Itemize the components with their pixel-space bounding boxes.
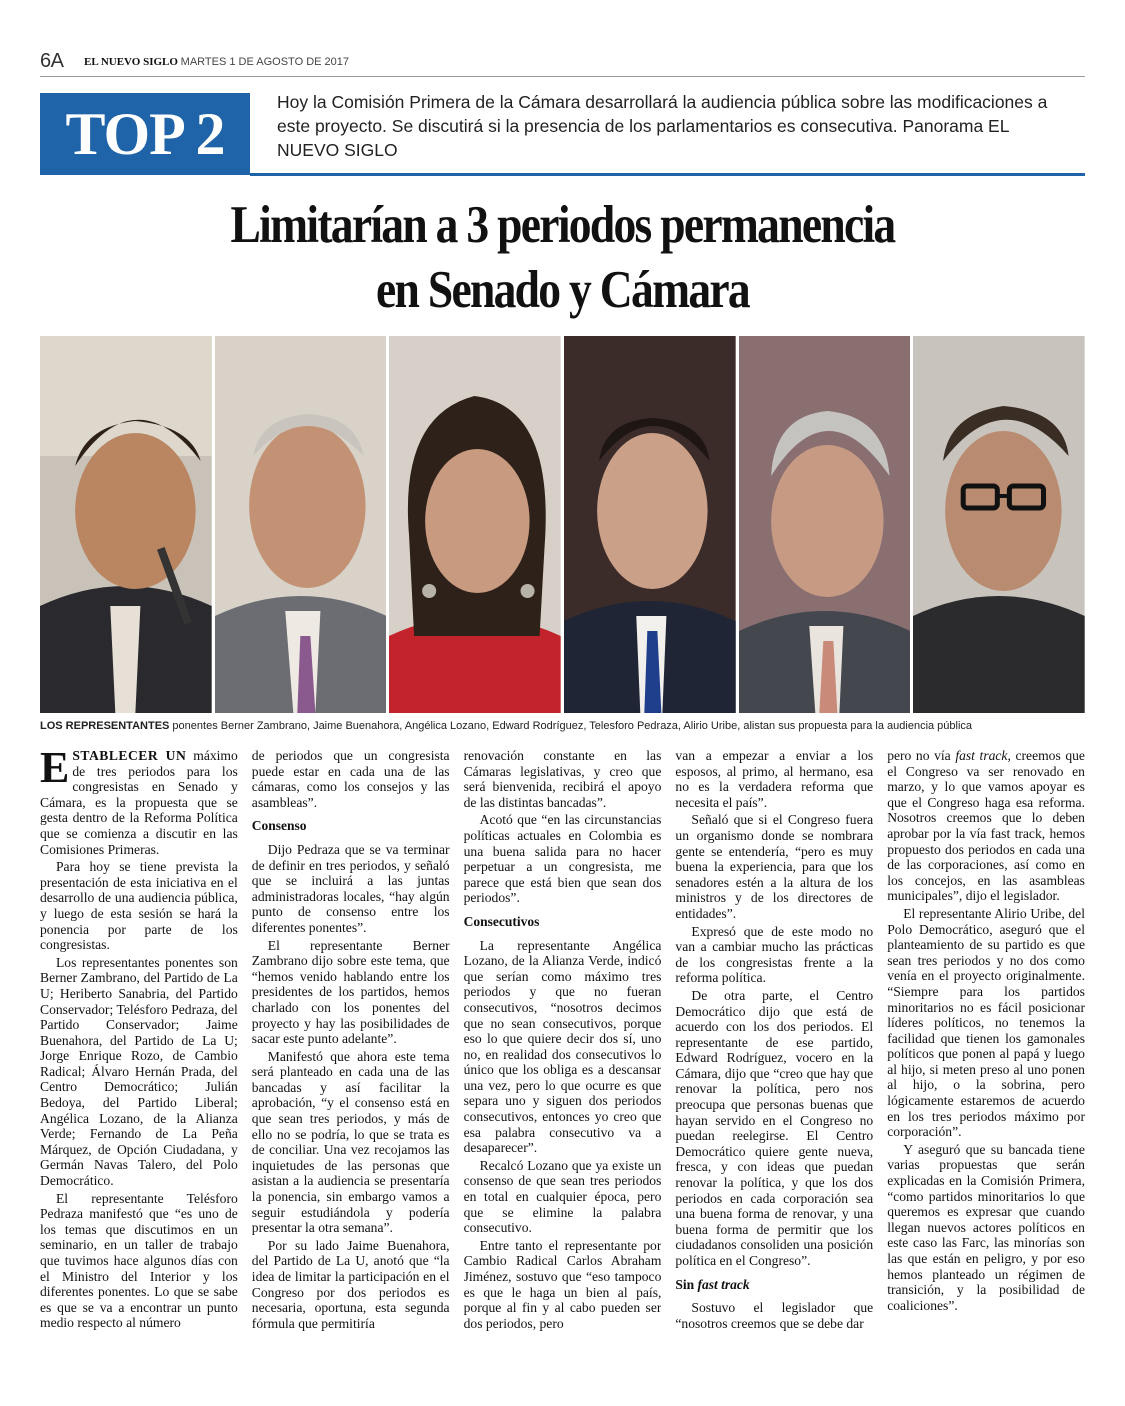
paragraph: Señaló que si el Congreso fuera un organismo donde se nombrara gente se entendería, “pero es muy buena la experiencia, para que los senadores estén a la altura de los ministros y de los directores de entidades”. [675, 812, 874, 921]
paragraph-text: , creemos que el Congreso va ser renovado en marzo, y lo que vamos apoyar es que el Congreso haga esa reforma. Nosotros creemos que lo deben aprobar por la vía fast track, hemos propuesto dos periodos en cada una de las corporaciones, así como en los concejos, en las asambleas municipales”, dijo el legislador. [887, 748, 1085, 904]
photo-alirio-uribe [913, 336, 1085, 713]
paragraph: Expresó que de este modo no van a cambiar mucho las prácticas de los congresistas frente a la reforma política. [675, 923, 874, 986]
article-body [40, 748, 1085, 1398]
lead-words: STABLECER UN [72, 748, 187, 763]
paragraph: El representante Telésforo Pedraza manifestó que “es uno de los temas que discutimos en un seminario, en un taller de trabajo que tuvimos hace algunos días con el Ministro del Interior y los diferentes ponentes. Lo que se sabe es que se va a encontrar un punto medio respecto al número [40, 1190, 238, 1331]
subheading-italic: fast track [697, 1276, 750, 1292]
headline-line-2: en Senado y Cámara [376, 261, 749, 319]
top-box: TOP 2 [40, 93, 250, 175]
subheading-plain: Sin [675, 1276, 698, 1292]
photo-berner-zambrano [40, 336, 212, 713]
caption-text: ponentes Berner Zambrano, Jaime Buenahora, Angélica Lozano, Edward Rodríguez, Telesforo Pedraza, Alirio Uribe, alistan sus propuesta para la audiencia pública [169, 720, 973, 732]
paragraph-text: pero no vía [887, 748, 956, 763]
portrait-image [389, 336, 561, 713]
article-column-3 [464, 748, 662, 1398]
intro-text: Hoy la Comisión Primera de la Cámara desarrollará la audiencia pública sobre las modificaciones a este proyecto. Se discutirá si la presencia de los parlamentarios es consecutiva. Panorama EL NUEVO SIGLO [277, 92, 1048, 160]
paragraph: Para hoy se tiene prevista la presentación de esta iniciativa en el desarrollo de una audiencia pública, y luego de esta sesión se hará la ponencia por parte de los congresistas. [40, 859, 238, 953]
paragraph-text: máximo de tres periodos para los congresistas en Senado y Cámara, es la propuesta que se gesta dentro de la Reforma Política que se comienza a discutir en las Comisiones Primeras. [40, 748, 238, 857]
paragraph: El representante Alirio Uribe, del Polo Democrático, aseguró que el planteamiento de su partido es que sean tres periodos y no dos como venía en el proyecto originalmente. “Siempre para los partidos minoritarios no es fácil posicionar líderes políticos, no tenemos la facilidad que tienen los gamonales políticos que ponen al papá y luego al hijo, si meten preso al uno ponen al hijo, o la sobrina, pero lógicamente estaremos de acuerdo en los tres periodos máximo por corporación”. [887, 905, 1085, 1140]
top-divider [250, 173, 1085, 176]
paragraph: Los representantes ponentes son Berner Zambrano, del Partido de La U; Heriberto Sanabria, del Partido Conservador; Telésforo Pedraza, del Partido Conservador; Jaime Buenahora, del Partido de La U; Jorge Enrique Rozo, de Cambio Radical; Álvaro Hernán Prada, del Centro Democrático; Julián Bedoya, del Partido Liberal; Angélica Lozano, de la Alianza Verde; Fernando de La Peña Márquez, de Opción Ciudadana, y Germán Navas Talero, del Polo Democrático. [40, 954, 238, 1189]
headline-line-1: Limitarían a 3 periodos permanencia [230, 196, 895, 254]
caption-lead: LOS REPRESENTANTES [40, 720, 170, 732]
paragraph: De otra parte, el Centro Democrático dijo que está de acuerdo con los dos periodos. El representante de ese partido, Edward Rodríguez, vocero en la Cámara, dijo que “creo que hay que renovar la política, pero nos preocupa que personas buenas que hayan servido en el Congreso no puedan reelegirse. El Centro Democrático quiere gente nueva, fresca, y con ideas que puedan renovar la política, y que los dos periodos en cada corporación sea una buena forma de renovar, y una buena forma de permitir que los ciudadanos consoliden una posición política en el Congreso”. [675, 987, 874, 1268]
paragraph: Y aseguró que su bancada tiene varias propuestas que serán explicadas en la Comisión Primera, “como partidos minoritarios lo que queremos es expresar que cuando llegan nuevos actores políticos en este caso las Farc, las minorías son las que están en peligro, y por eso hemos planteado un régimen de transición, y la posibilidad de coaliciones”. [887, 1141, 1085, 1313]
portrait-image [564, 336, 736, 713]
article-column-4 [675, 748, 873, 1398]
subheading-consenso: Consenso [251, 818, 307, 834]
portrait-image [739, 336, 911, 713]
article-column-5 [887, 748, 1085, 1398]
photo-jaime-buenahora [215, 336, 387, 713]
photo-caption [40, 720, 1085, 732]
portrait-image [40, 336, 212, 713]
paragraph [40, 748, 238, 857]
portrait-image [215, 336, 387, 713]
photo-edward-rodriguez [564, 336, 736, 713]
paper-name: EL NUEVO SIGLO [84, 56, 178, 68]
article-column-2 [252, 748, 450, 1398]
photo-angelica-lozano [389, 336, 561, 713]
paragraph: Por su lado Jaime Buenahora, del Partido de La U, anotó que “la idea de limitar la participación en el Congreso por dos periodos es necesaria, oportuna, esta segunda fórmula que permitiría [251, 1237, 450, 1331]
issue-date: MARTES 1 DE AGOSTO DE 2017 [180, 56, 349, 68]
paragraph: Recalcó Lozano que ya existe un consenso de que sean tres periodos en total en cualquier época, pero que se elimine la palabra consecutivo. [463, 1157, 662, 1236]
paragraph-italic: fast track [955, 748, 1008, 763]
paragraph: El representante Berner Zambrano dijo sobre este tema, que “hemos venido hablando entre los presidentes de los partidos, hemos charlado con los ponentes del proyecto y hay las posibilidades de sacar este punto adelante”. [251, 937, 450, 1047]
paragraph: Entre tanto el representante por Cambio Radical Carlos Abraham Jiménez, sostuvo que “eso tampoco es que le haga un bien al país, porque al fin y al cabo pueden ser dos periodos, pero [463, 1237, 662, 1331]
paragraph: La representante Angélica Lozano, de la Alianza Verde, indicó que serían como máximo tres periodos y que no fueran consecutivos, “nosotros decimos que no sean consecutivos, porque eso lo que quiere decir dos sí, uno no, en realidad dos consecutivos lo único que los obliga es a descansar una vez, pero lo que ocurre es que separa uno y siguen dos periodos consecutivos, entonces yo creo que esa palabra consecutivo va a desaparecer”. [463, 937, 662, 1156]
photo-telesforo-pedraza [739, 336, 911, 713]
paragraph: Dijo Pedraza que se va terminar de definir en tres periodos, y señaló que se incluirá a las juntas administradoras locales, “hay algún punto de consenso entre los diferentes ponentes”. [251, 841, 450, 935]
drop-cap: E [40, 748, 70, 792]
paragraph [887, 748, 1085, 904]
paragraph: de periodos que un congresista puede estar en cada una de las cámaras, como los consejos y las asambleas”. [251, 748, 450, 810]
paragraph: Manifestó que ahora este tema será planteado en cada una de las bancadas y así facilitar la aprobación, “y el consenso está en que sean tres periodos, y más de ello no se podría, lo que se trata es de conciliar. Una vez recojamos las inquietudes de las personas que asistan a la audiencia se presentaría la ponencia, sin embargo vamos a seguir estudiándola y podería presentar la otra semana”. [251, 1048, 450, 1236]
subheading-sin-fast-track [675, 1277, 873, 1293]
masthead [40, 50, 1085, 77]
paper-name-line [84, 56, 349, 68]
photo-strip [40, 336, 1085, 713]
paragraph: Sostuvo el legislador que “nosotros creemos que se debe dar [675, 1300, 874, 1331]
subheading-consecutivos: Consecutivos [463, 913, 540, 929]
headline [113, 193, 1012, 323]
paragraph: Acotó que “en las circunstancias políticas actuales en Colombia es una buena salida para no hacer perpetuar a un congresista, me parece que está bien que sean dos periodos”. [463, 812, 662, 906]
paragraph: renovación constante en las Cámaras legislativas, y creo que será bienvenida, recibirá el apoyo de las distintas bancadas”. [463, 748, 662, 810]
portrait-image [913, 336, 1085, 713]
page-number: 6A [40, 50, 64, 72]
paragraph: van a empezar a enviar a los esposos, al primo, al hermano, esa no es la verdadera reforma que necesita el país”. [675, 748, 874, 810]
article-column-1 [40, 748, 238, 1398]
